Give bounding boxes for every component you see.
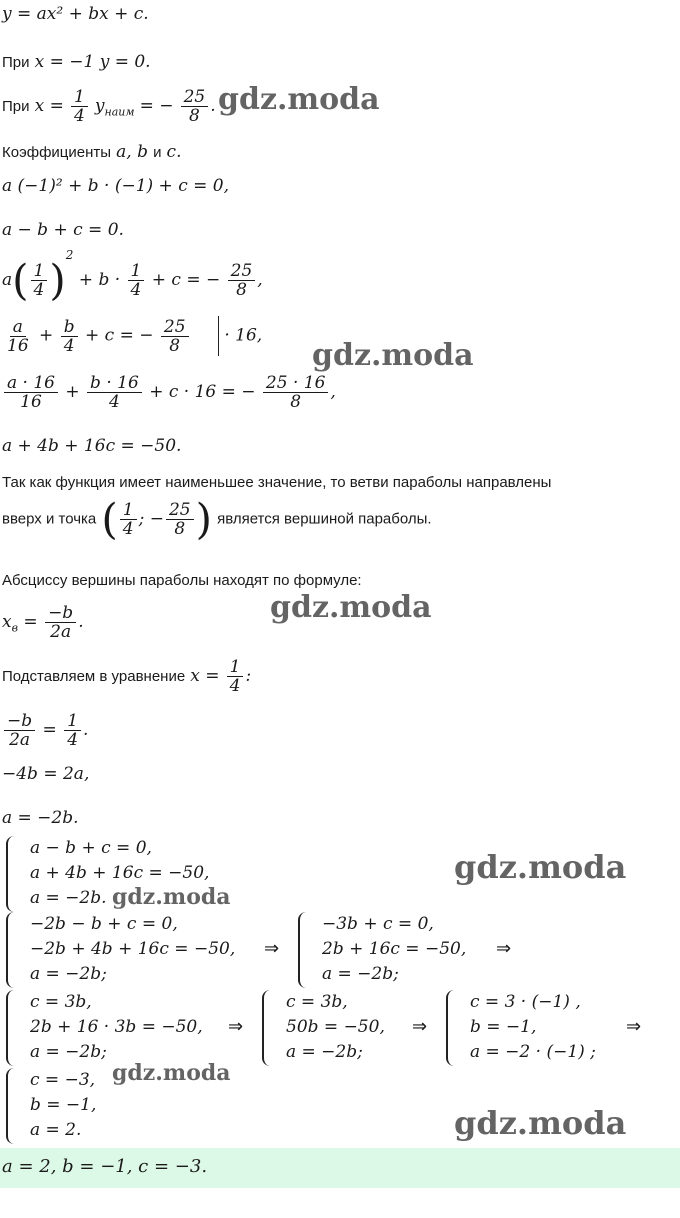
watermark-logo: gdz.moda [454,848,627,886]
substitute-line: Подставляем в уравнение x = $\frac{1}{4}$ : [2,657,252,696]
system-5: c = 3b, 50b = −50, a = −2b; [286,992,385,1062]
system-1: a − b + c = 0, a + 4b + 16c = −50, a = −2b. [30,838,210,908]
system-brace [6,836,18,912]
condition-1 [2,52,151,72]
fraction: $\frac{1}{4}$ [71,88,88,125]
step-eq-2: a = −2b. [2,808,79,828]
coef-c: c. [166,142,182,162]
system-6: c = 3 · (−1) , b = −1, a = −2 · (−1) ; [470,992,596,1062]
function-equation: y = ax² + bx + c. [2,4,149,24]
system-4: c = 3b, 2b + 16 · 3b = −50, a = −2b; [30,992,203,1062]
explanation-1: Так как функция имеет наименьшее значение, то ветви параболы направлены [2,474,552,491]
equation-5: $\frac{a \cdot 16}{16}$ + $\frac{b \cdot 16}{4}$ + c · 16 = − $\frac{25 \cdot 16}{8}$ , [2,374,336,411]
equation-4: $\frac{a}{16}$ + $\frac{b}{4}$ + c = − $\frac{25}{8}$ · 16, [7,316,263,356]
system-3: −3b + c = 0, 2b + 16c = −50, a = −2b; [322,914,467,984]
system-2: −2b − b + c = 0, −2b + 4b + 16c = −50, a = −2b; [30,914,236,984]
system-7: c = −3, b = −1, a = 2. [30,1070,97,1140]
vertex-formula: $x_в$ = $\frac{-b}{2a}$ . [2,603,84,642]
y-min: $y_{наим}$ [94,96,135,119]
answer-box [0,1148,680,1188]
implies-arrow: ⇒ [228,1016,244,1037]
explanation-2: вверх и точка ( $\frac{1}{4}$ ; − $\frac{25}{8}$ ) является вершиной параболы. [2,494,432,543]
explanation-3: Абсциссу вершины параболы находят по формуле: [2,572,362,589]
system-brace [6,1068,18,1144]
system-brace [6,990,18,1066]
implies-arrow: ⇒ [496,938,512,959]
watermark-logo: gdz.moda [112,884,231,910]
watermark-logo: gdz.moda [112,1060,231,1086]
watermark-logo: gdz.moda [454,1104,627,1142]
pri-label: При [2,54,30,71]
coef-vars: a, b [116,142,148,162]
equation-6: a + 4b + 16c = −50. [2,436,182,456]
fraction: $\frac{25}{8}$ [181,88,209,125]
period: . [210,96,216,116]
equation-2: a − b + c = 0. [2,220,124,240]
condition-1-expr: x = −1 y = 0. [34,52,151,72]
step-eq-1: −4b = 2a, [2,764,90,784]
x-eq: x = [34,96,64,116]
equation-1: a (−1)² + b · (−1) + c = 0, [2,176,229,196]
substitution-eq: $\frac{-b}{2a}$ = $\frac{1}{4}$ . [2,712,88,749]
watermark-logo: gdz.moda [312,338,474,373]
system-brace [262,990,274,1066]
equation-3: a( $\frac{1}{4}$ )$^2$ + b · $\frac{1}{4}$ + c = − $\frac{25}{8}$ , [2,248,263,305]
watermark-logo: gdz.moda [270,590,432,625]
system-brace [298,912,310,988]
eq-sign: = − [139,96,174,116]
implies-arrow: ⇒ [412,1016,428,1037]
implies-arrow: ⇒ [264,938,280,959]
and-label: и [153,144,162,161]
answer-text: a = 2, b = −1, c = −3. [2,1156,208,1177]
watermark-logo: gdz.moda [218,82,380,117]
implies-arrow: ⇒ [626,1016,642,1037]
system-brace [6,912,18,988]
system-brace [446,990,458,1066]
coef-label: Коэффициенты [2,144,112,161]
pri-label: При [2,98,30,115]
coefficients-line [2,142,181,162]
condition-2 [2,88,216,125]
